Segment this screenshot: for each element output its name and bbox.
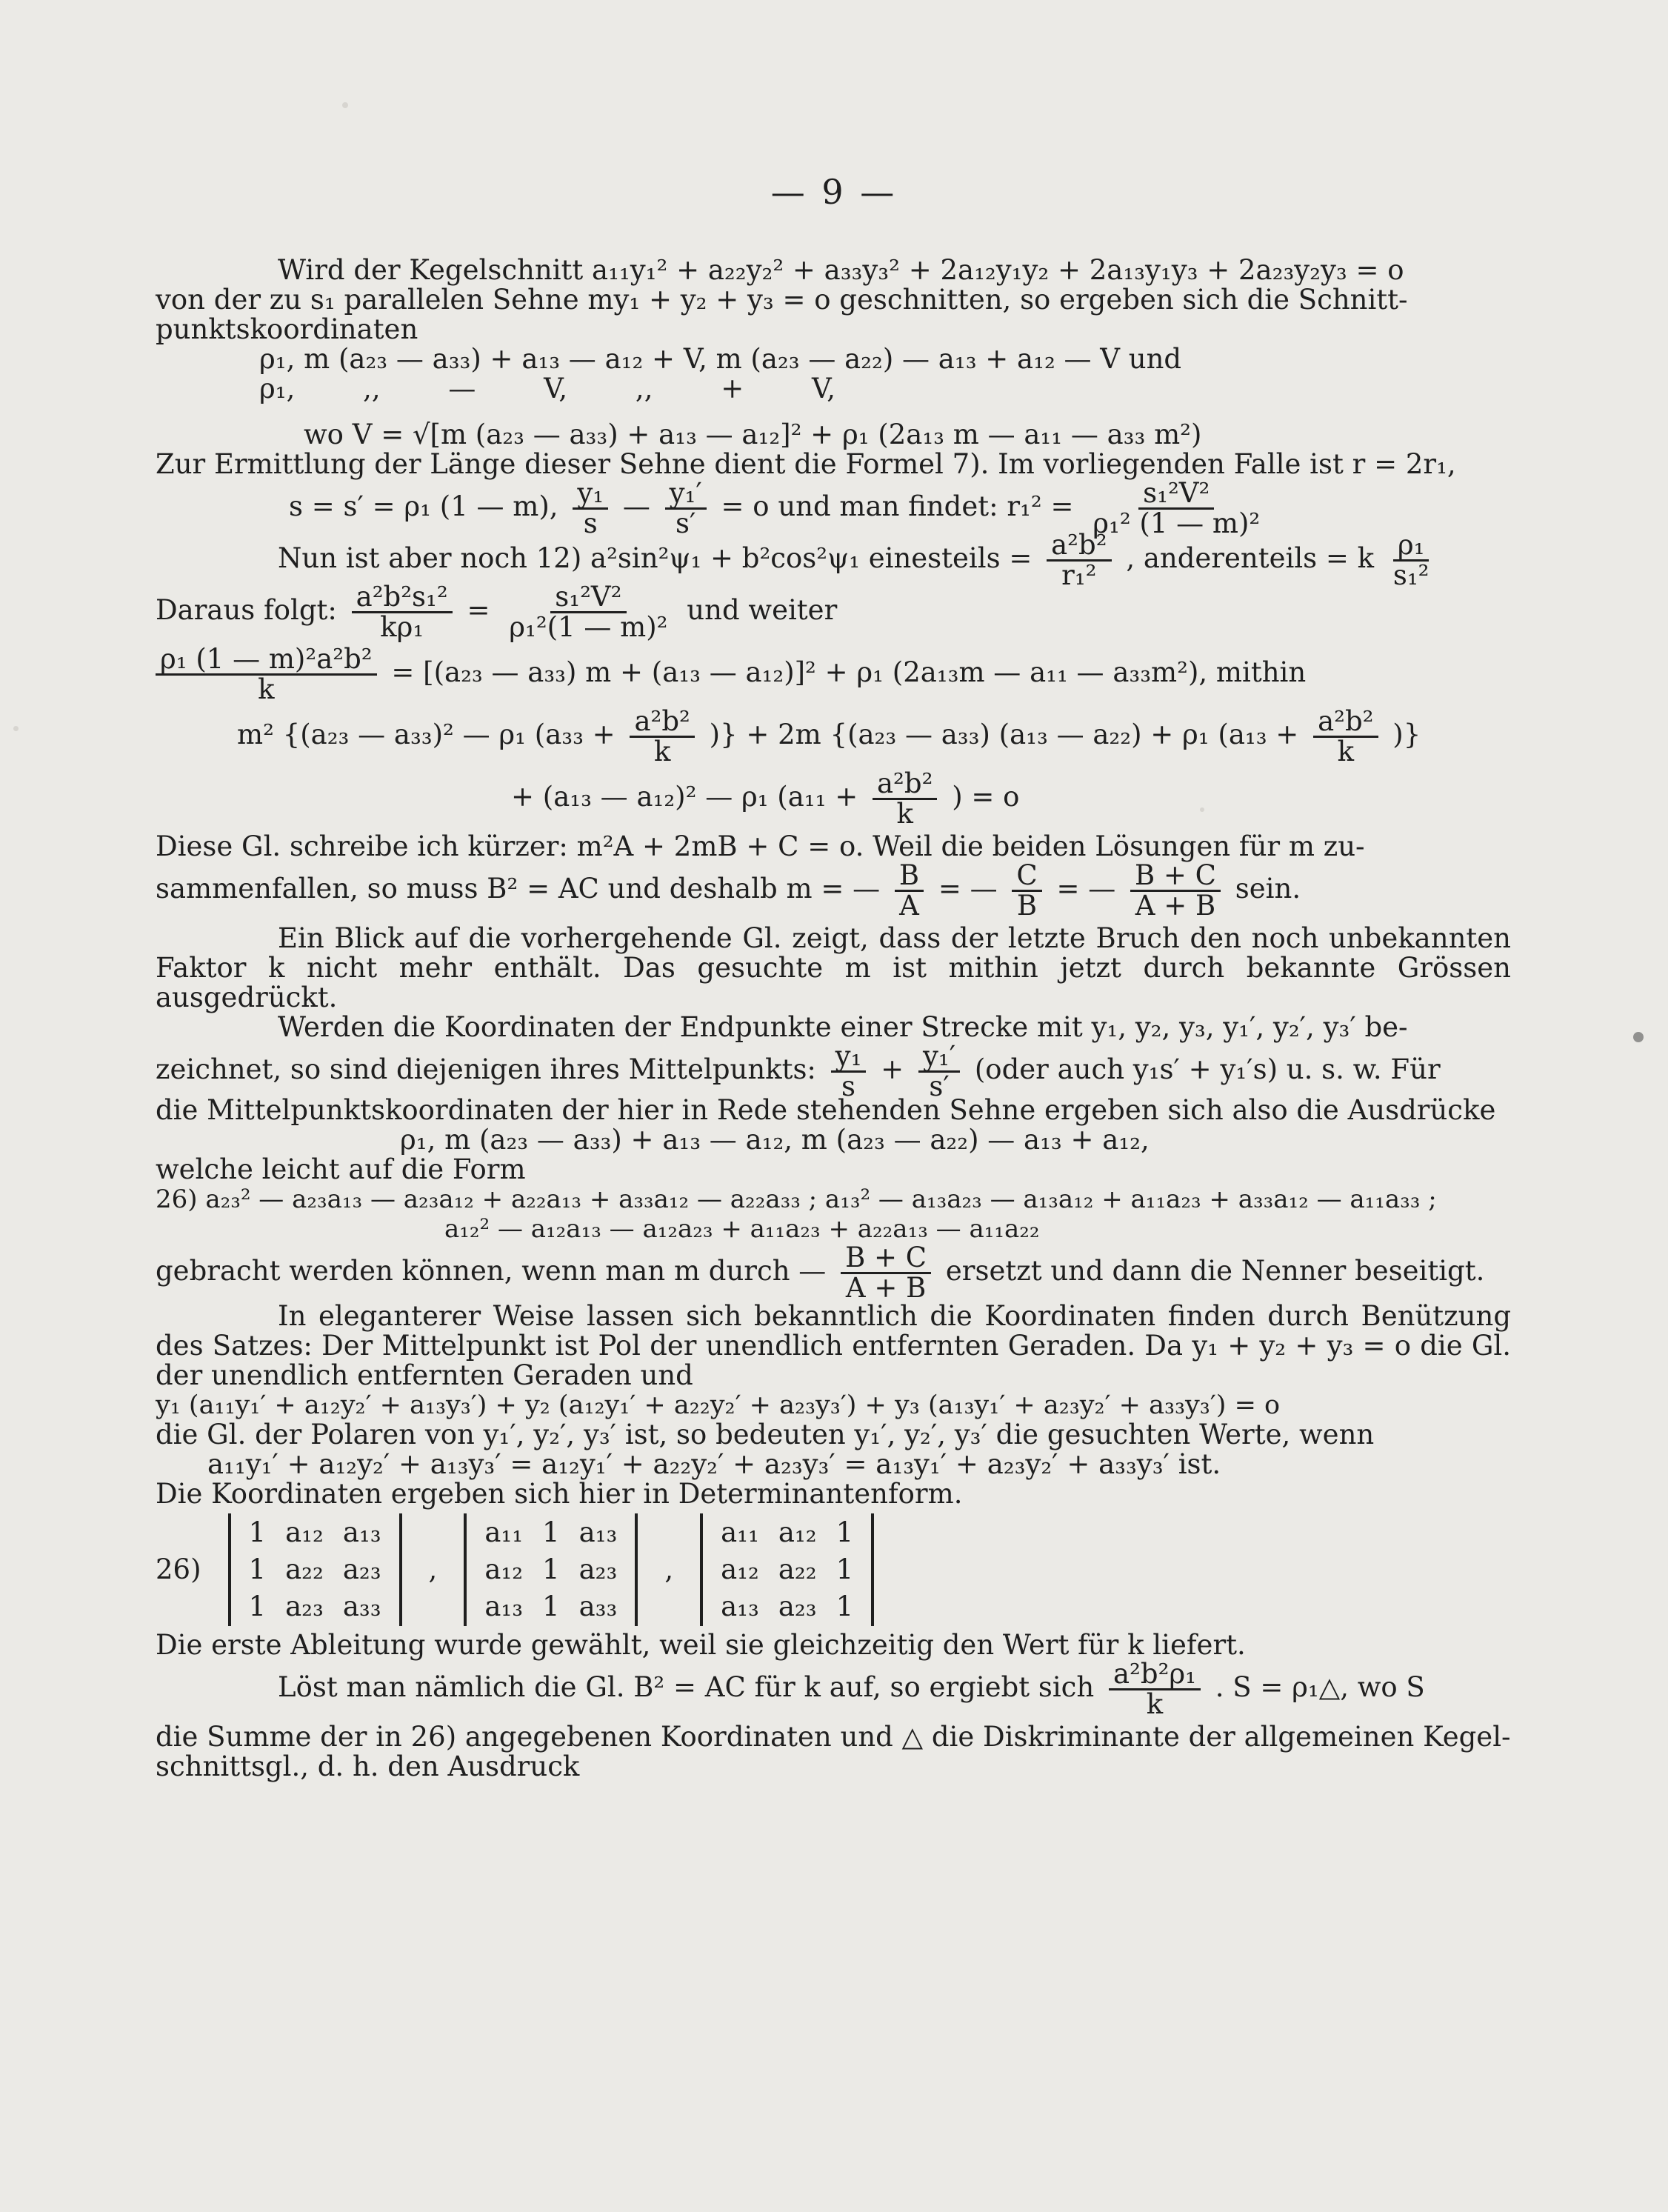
fraction	[1088, 479, 1264, 538]
text-line: schnittsgl., d. h. den Ausdruck	[156, 1750, 580, 1782]
fraction	[504, 583, 672, 642]
formula-26: a₁₂² — a₁₂a₁₃ — a₁₂a₂₃ + a₁₁a₂₃ + a₂₂a₁₃ — a₁₁a₂₂	[444, 1214, 1040, 1244]
fraction	[1012, 859, 1041, 922]
formula-part: )} + 2m {(a₂₃ — a₃₃) (a₁₃ — a₂₂) + ρ₁ (a₁₃ +	[709, 719, 1299, 750]
coordinates-line: ρ₁, ,, — V, ,, + V,	[259, 373, 835, 404]
determinant-cell: a₁₁	[721, 1516, 759, 1548]
determinant-cell: a₁₁	[484, 1516, 524, 1548]
page-body	[156, 256, 1511, 1782]
fraction-num: a²b²ρ₁	[1109, 1660, 1201, 1690]
fraction	[895, 859, 924, 922]
determinant-cell: a₂₃	[342, 1553, 381, 1585]
determinant-cell: 1	[542, 1553, 560, 1585]
text-line: die Summe der in 26) angegebenen Koordinaten und △ die Diskriminante der allgemeinen Kegel-	[156, 1721, 1511, 1753]
formula-part: , anderenteils = k	[1126, 542, 1375, 574]
formula-part: sein.	[1235, 873, 1301, 905]
text-line: die Gl. der Polaren von y₁′, y₂′, y₃′ ist, so bedeuten y₁′, y₂′, y₃′ die gesuchten Werte, wenn	[156, 1419, 1375, 1450]
determinant-cell: 1	[248, 1590, 267, 1622]
fraction-den: A	[899, 890, 919, 922]
determinant-cell: 1	[248, 1553, 267, 1585]
fraction-den: k	[896, 798, 913, 830]
fraction-num: a²b²	[873, 770, 937, 800]
fraction	[918, 1042, 960, 1101]
text-line: Die erste Ableitung wurde gewählt, weil sie gleichzeitig den Wert für k liefert.	[156, 1629, 1246, 1661]
fraction	[1130, 859, 1221, 922]
text-line: punktskoordinaten	[156, 313, 418, 345]
formula-part: = [(a₂₃ — a₃₃) m + (a₁₃ — a₁₂)]² + ρ₁ (2a₁₃m — a₁₁ — a₃₃m²), mithin	[391, 656, 1307, 688]
fraction-num: a²b²	[1047, 531, 1111, 562]
formula-c	[156, 767, 1511, 832]
fraction-num: s₁²V²	[1138, 479, 1214, 510]
determinant-cell: a₁₂	[285, 1516, 324, 1548]
fraction	[630, 707, 694, 766]
formula-part: = —	[938, 873, 998, 905]
text-line: Werden die Koordinaten der Endpunkte einer Strecke mit y₁, y₂, y₃, y₁′, y₂′, y₃′ be-	[278, 1011, 1408, 1043]
fraction-den: s	[583, 507, 598, 539]
fraction-den: r₁²	[1061, 559, 1097, 591]
determinant-cell: a₁₂	[778, 1516, 817, 1548]
fraction-num: a²b²s₁²	[352, 583, 453, 613]
paragraph-text: In eleganterer Weise lassen sich bekanntlich die Koordinaten finden durch Benützung des Satzes: Der Mittelpunkt ist Pol der unendlich entfernten Geraden. Da y₁ + y₂ + y₃ = o die Gl. der unendlich entfernten Geraden und	[156, 1300, 1511, 1391]
determinant-cell: 1	[835, 1590, 854, 1622]
determinant-cell: 1	[542, 1590, 560, 1622]
determinants	[156, 1513, 1511, 1626]
fraction-num: y₁	[573, 479, 608, 510]
formula-part: ) = o	[952, 781, 1020, 813]
determinant-cell: a₂₂	[778, 1553, 817, 1585]
formula-s: s = s′ = ρ₁ (1 — m), $\frac{\text{y₁}}{s}$ — $\frac{\text{y₁′}}{s'}$ = o und man findet: r₁² = $\frac{\text{s₁²V²}}{\text{ρ₁² (1 — m)²}}$	[156, 479, 1511, 531]
formula-part: sammenfallen, so muss B² = AC und deshalb m = —	[156, 873, 881, 905]
text-line: welche leicht auf die Form	[156, 1153, 526, 1185]
fraction-den: k	[1146, 1688, 1164, 1720]
speck	[342, 102, 348, 108]
formula-part: und weiter	[687, 594, 838, 626]
determinant-cell: a₂₃	[778, 1590, 817, 1622]
fraction-den: B	[1016, 890, 1038, 922]
determinant-cell: a₃₃	[342, 1590, 381, 1622]
fraction-den: k	[258, 673, 275, 705]
formula-part: Nun ist aber noch 12) a²sin²ψ₁ + b²cos²ψ₁ einesteils =	[278, 542, 1033, 574]
fraction	[665, 479, 707, 538]
fraction	[1109, 1660, 1201, 1719]
text-line: ρ₁, m (a₂₃ — a₃₃) + a₁₃ — a₁₂, m (a₂₃ — a₂₂) — a₁₃ + a₁₂,	[400, 1124, 1150, 1156]
formula-part: = —	[1056, 873, 1116, 905]
fraction-den: A + B	[845, 1272, 927, 1304]
formula-v: wo V = √[m (a₂₃ — a₃₃) + a₁₃ — a₁₂]² + ρ₁ (2a₁₃ m — a₁₁ — a₃₃ m²)	[304, 419, 1202, 450]
fraction-den: A + B	[1135, 890, 1216, 922]
formula-part: Daraus folgt:	[156, 594, 337, 626]
fraction-num: y₁	[831, 1042, 867, 1073]
fraction	[1313, 707, 1378, 766]
formula-daraus	[156, 583, 1511, 645]
formula-part: gebracht werden können, wenn man m durch —	[156, 1255, 827, 1287]
text-line: von der zu s₁ parallelen Sehne my₁ + y₂ + y₃ = o geschnitten, so ergeben sich die Schnitt-	[156, 284, 1408, 316]
formula-m	[156, 859, 1511, 924]
fraction-num: C	[1012, 862, 1041, 892]
fraction-num: s₁²V²	[550, 583, 626, 613]
speck	[13, 726, 19, 731]
determinant-cell: 1	[835, 1553, 854, 1585]
formula-part: m² {(a₂₃ — a₃₃)² — ρ₁ (a₃₃ +	[237, 719, 616, 750]
formula-b	[156, 707, 1511, 770]
coordinates-line: ρ₁, m (a₂₃ — a₃₃) + a₁₃ — a₁₂ + V, m (a₂₃ — a₂₂) — a₁₃ + a₁₂ — V und	[259, 343, 1182, 375]
fraction-den: s	[841, 1070, 856, 1102]
page-number: — 9 —	[770, 172, 898, 212]
fraction-den: ρ₁² (1 — m)²	[1092, 507, 1261, 539]
formula-nun	[156, 529, 1511, 591]
fraction-den: ρ₁²(1 — m)²	[509, 611, 668, 643]
fraction-num: B	[895, 862, 924, 892]
fraction-num: ρ₁ (1 — m)²a²b²	[156, 645, 377, 676]
paragraph	[156, 1302, 1511, 1390]
fraction-den: k	[653, 736, 671, 767]
determinant-1	[228, 1513, 402, 1626]
text-line: Die Koordinaten ergeben sich hier in Determinantenform.	[156, 1478, 963, 1510]
speck	[1633, 1032, 1644, 1042]
determinant-cell: 1	[248, 1516, 267, 1548]
determinant-cell: 1	[542, 1516, 560, 1548]
determinant-3	[700, 1513, 874, 1626]
determinant-cell: a₂₂	[285, 1553, 324, 1585]
determinant-2	[464, 1513, 638, 1626]
formula-part: s = s′ = ρ₁ (1 — m),	[289, 490, 558, 522]
determinant-cell: a₁₃	[484, 1590, 524, 1622]
determinant-cell: 1	[835, 1516, 854, 1548]
text-line: Diese Gl. schreibe ich kürzer: m²A + 2mB + C = o. Weil die beiden Lösungen für m zu-	[156, 830, 1365, 862]
fraction-den: s′	[929, 1070, 950, 1102]
fraction-den: kρ₁	[380, 611, 424, 643]
fraction	[156, 645, 377, 704]
determinant-cell: a₁₂	[484, 1553, 524, 1585]
paragraph	[156, 924, 1511, 1013]
fraction	[873, 767, 937, 830]
determinant-cell: a₁₃	[342, 1516, 381, 1548]
text-line: die Mittelpunktskoordinaten der hier in Rede stehenden Sehne ergeben sich also die Ausdrücke	[156, 1094, 1496, 1126]
fraction	[1047, 531, 1111, 590]
fraction-num: a²b²	[630, 707, 694, 738]
formula-polar: y₁ (a₁₁y₁′ + a₁₂y₂′ + a₁₃y₃′) + y₂ (a₁₂y₁′ + a₂₂y₂′ + a₂₃y₃′) + y₃ (a₁₃y₁′ + a₂₃y₂′ + a₃₃y₃′) = o	[156, 1390, 1281, 1420]
formula-part: . S = ρ₁△, wo S	[1215, 1671, 1425, 1703]
formula-a	[156, 645, 1511, 707]
determinant-cell: a₁₃	[721, 1590, 759, 1622]
fraction-num: ρ₁	[1393, 531, 1430, 562]
determinant-cell: a₃₃	[578, 1590, 618, 1622]
formula-26: 26) a₂₃² — a₂₃a₁₃ — a₂₃a₁₂ + a₂₂a₁₃ + a₃₃a₁₂ — a₂₂a₃₃ ; a₁₃² — a₁₃a₂₃ — a₁₃a₁₂ + a₁₁a₂₃ + a₃₃a₁₂ — a₁₁a₃₃ ;	[156, 1185, 1437, 1214]
formula-loest	[156, 1660, 1511, 1722]
formula-part: )}	[1392, 719, 1421, 750]
formula-part: (oder auch y₁s′ + y₁′s) u. s. w. Für	[974, 1053, 1441, 1085]
determinant-cell: a₂₃	[285, 1590, 324, 1622]
formula-mittel: zeichnet, so sind diejenigen ihres Mittelpunkts: $\frac{\text{y₁}}{s}$ + $\frac{\text{y₁′}}{s'}$ (oder auch y₁s′ + y₁′s) u. s. w. Für	[156, 1040, 1441, 1102]
formula-part: ersetzt und dann die Nenner beseitigt.	[945, 1255, 1485, 1287]
determinant-cell: a₂₃	[578, 1553, 618, 1585]
separator: ,	[664, 1553, 674, 1585]
formula-part: = o und man findet: r₁² =	[721, 490, 1074, 522]
fraction	[841, 1244, 931, 1302]
fraction-num: y₁′	[665, 479, 707, 510]
formula-part: + (a₁₃ — a₁₂)² — ρ₁ (a₁₁ +	[511, 781, 858, 813]
formula-part: zeichnet, so sind diejenigen ihres Mittelpunkts:	[156, 1053, 816, 1085]
fraction-den: s₁²	[1392, 559, 1430, 591]
determinant-cell: a₁₂	[721, 1553, 759, 1585]
fraction	[352, 583, 453, 642]
formula-gebracht	[156, 1244, 1511, 1302]
text-line: Zur Ermittlung der Länge dieser Sehne dient die Formel 7). Im vorliegenden Falle ist r = 2r₁,	[156, 448, 1456, 480]
fraction-num: B + C	[1130, 862, 1221, 892]
formula-part: =	[467, 594, 490, 626]
fraction-num: B + C	[841, 1244, 931, 1274]
paragraph-text: Ein Blick auf die vorhergehende Gl. zeigt, dass der letzte Bruch den noch unbekannten Faktor k nicht mehr enthält. Das gesuchte m ist mithin jetzt durch bekannte Grössen ausgedrückt.	[156, 922, 1511, 1013]
equation-label: 26)	[156, 1553, 201, 1585]
fraction-num: y₁′	[918, 1042, 960, 1073]
separator: ,	[428, 1553, 438, 1585]
fraction-num: a²b²	[1313, 707, 1378, 738]
fraction-den: s′	[675, 507, 696, 539]
determinant-cell: a₁₃	[578, 1516, 618, 1548]
formula-condition: a₁₁y₁′ + a₁₂y₂′ + a₁₃y₃′ = a₁₂y₁′ + a₂₂y₂′ + a₂₃y₃′ = a₁₃y₁′ + a₂₃y₂′ + a₃₃y₃′ ist.	[207, 1448, 1221, 1480]
fraction	[573, 479, 608, 538]
fraction-den: k	[1337, 736, 1354, 767]
text-line: Wird der Kegelschnitt a₁₁y₁² + a₂₂y₂² + a₃₃y₃² + 2a₁₂y₁y₂ + 2a₁₃y₁y₃ + 2a₂₃y₂y₃ = o	[278, 254, 1404, 286]
fraction	[831, 1042, 867, 1101]
formula-part: Löst man nämlich die Gl. B² = AC für k auf, so ergiebt sich	[278, 1671, 1095, 1703]
fraction	[1389, 531, 1434, 590]
